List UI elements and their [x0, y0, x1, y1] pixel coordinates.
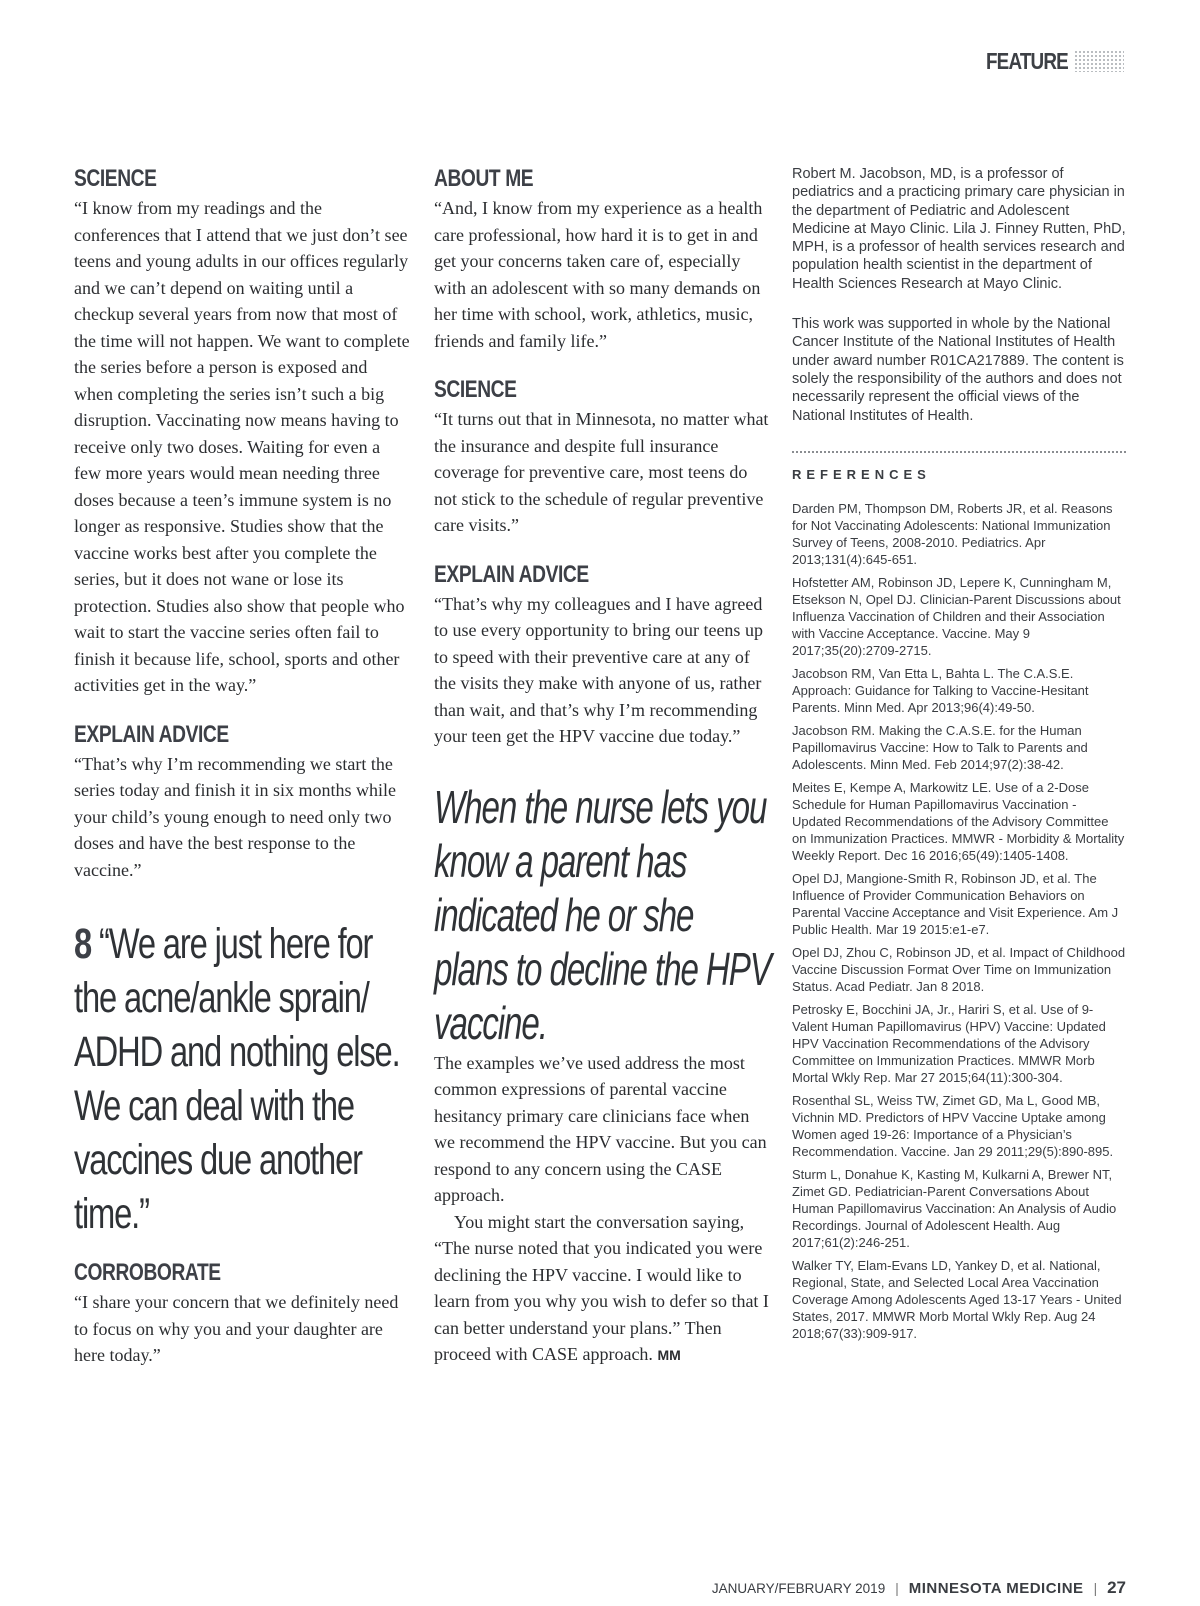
reference-item: Darden PM, Thompson DM, Roberts JR, et al. Reasons for Not Vaccinating Adolescents: National Immunization Survey of Teens, 2008-2010. Pediatrics. Apr 2013;131(4):645-651. — [792, 500, 1113, 567]
footer-separator: | — [895, 1580, 899, 1596]
paragraph-examples: The examples we’ve used address the most common expressions of parental vaccine hesitancy primary care clinicians face when we recommend the HPV vaccine. But you can respond to any concern using the CASE approach. — [434, 1052, 767, 1205]
heading-explain-advice: EXPLAIN ADVICE — [74, 720, 229, 748]
reference-item: Meites E, Kempe A, Markowitz LE. Use of a 2-Dose Schedule for Human Papillomavirus Vaccination - Updated Recommendations of the Advisory Committee on Immunization Practices. MMWR - Morbidity & Mortality Weekly Report. Dec 16 2016;65(49):1405-1408. — [792, 779, 1125, 863]
conversation-text: You might start the conversation saying, “The nurse noted that you indicated you were declining the HPV vaccine. I would like to learn from you why you wish to defer so that I can better understand your plans.” Then proceed with CASE approach. — [434, 1211, 769, 1364]
footer-separator-2: | — [1093, 1580, 1098, 1596]
heading-corroborate: CORROBORATE — [74, 1259, 221, 1286]
paragraph-conversation — [434, 1209, 770, 1369]
paragraph-explain-advice: “That’s why I’m recommending we start the series today and finish it in six months while your child’s young enough to need only two doses and have the best response to the vaccine.” — [74, 753, 396, 880]
reference-item: Petrosky E, Bocchini JA, Jr., Hariri S, et al. Use of 9-Valent Human Papillomavirus (HPV) Vaccine: Updated HPV Vaccination Recommendations of the Advisory Committee on Immunization Practices. MMWR Morb Mortal Wkly Rep. Mar 27 2015;64(11):300-304. — [792, 1001, 1106, 1085]
issue-date: JANUARY/FEBRUARY 2019 — [711, 1580, 886, 1596]
section-tag-label: FEATURE — [986, 47, 1068, 74]
reference-item: Opel DJ, Zhou C, Robinson JD, et al. Impact of Childhood Vaccine Discussion Format Over Time on Immunization Status. Acad Pediatr. Jan 8 2018. — [792, 944, 1126, 994]
reference-item: Rosenthal SL, Weiss TW, Zimet GD, Ma L, Good MB, Vichnin MD. Predictors of HPV Vaccine Uptake among Women aged 19-26: Importance of a Physician’s Recommendation. Vaccine. Jan 29 2011;29(5):890-895. — [792, 1092, 1114, 1159]
heading-science: SCIENCE — [74, 165, 157, 192]
page-number: 27 — [1107, 1578, 1126, 1597]
references-list — [792, 500, 1126, 1342]
section-tag — [968, 46, 1124, 76]
end-mark: MM — [657, 1347, 681, 1363]
reference-item: Hofstetter AM, Robinson JD, Lepere K, Cunningham M, Etsekson N, Opel DJ. Clinician-Parent Discussions about Influenza Vaccination of Children and their Association with Vaccine Acceptance. Vaccine. May 9 2017;35(20):2709-2715. — [792, 574, 1121, 658]
reference-item: Jacobson RM. Making the C.A.S.E. for the Human Papillomavirus Vaccine: How to Talk to Parents and Adolescents. Minn Med. Feb 2014;97(2):38-42. — [792, 722, 1088, 772]
paragraph-science-2: “It turns out that in Minnesota, no matter what the insurance and despite full insurance coverage for preventive care, most teens do not stick to the schedule of regular preventive care visits.” — [434, 409, 769, 535]
objection-text: “We are just here for the acne/ankle sprain/ ADHD and nothing else. We can deal with the vaccines due another time.” — [74, 920, 400, 1238]
reference-item: Opel DJ, Mangione-Smith R, Robinson JD, et al. The Influence of Provider Communication Behaviors on Parental Vaccine Acceptance and Visit Experience. Am J Public Health. Mar 19 2015:e1-e7. — [792, 870, 1119, 937]
objection-number: 8 — [74, 920, 92, 968]
column-3 — [792, 165, 1126, 1348]
author-bio: Robert M. Jacobson, MD, is a professor of pediatrics and a practicing primary care physician in the department of Pediatric and Adolescent Medicine at Mayo Clinic. Lila J. Finney Rutten, PhD, MPH, is a professor of health services research and population health scientist in the department of Health Sciences Research at Mayo Clinic. — [792, 166, 1126, 292]
reference-item: Jacobson RM, Van Etta L, Bahta L. The C.A.S.E. Approach: Guidance for Talking to Vaccine-Hesitant Parents. Minn Med. Apr 2013;96(4):49-50. — [792, 665, 1089, 715]
column-1 — [74, 163, 410, 1369]
magazine-name: MINNESOTA MEDICINE — [908, 1579, 1084, 1597]
page-footer — [712, 1578, 1126, 1598]
heading-explain-advice-2: EXPLAIN ADVICE — [434, 560, 589, 588]
column-2 — [434, 163, 770, 1369]
paragraph-corroborate: “I share your concern that we definitely need to focus on why you and your daughter are here today.” — [74, 1292, 399, 1365]
dotted-divider — [792, 451, 1126, 453]
pull-quote: When the nurse lets you know a parent has indicated he or she plans to decline the HPV vaccine. — [434, 780, 771, 1049]
heading-science-2: SCIENCE — [434, 376, 517, 403]
funding-statement: This work was supported in whole by the National Cancer Institute of the National Institutes of Health under award number R01CA217889. The content is solely the responsibility of the authors and does not necessarily represent the official views of the National Institutes of Health. — [792, 316, 1124, 424]
objection-quote-8 — [74, 917, 408, 1241]
references-heading: REFERENCES — [792, 466, 931, 482]
reference-item: Sturm L, Donahue K, Kasting M, Kulkarni A, Brewer NT, Zimet GD. Pediatrician-Parent Conversations About Human Papillomavirus Vaccination: An Analysis of Audio Recordings. Journal of Adolescent Health. Aug 2017;61(2):246-251. — [792, 1166, 1117, 1250]
heading-about-me: ABOUT ME — [434, 165, 534, 192]
dot-pattern-decoration — [1074, 50, 1124, 72]
paragraph-about-me: “And, I know from my experience as a health care professional, how hard it is to get in and get your concerns taken care of, especially with an adolescent with so many demands on her time with school, work, athletics, music, friends and family life.” — [434, 198, 763, 351]
paragraph-explain-advice-2: “That’s why my colleagues and I have agreed to use every opportunity to bring our teens up to speed with their preventive care at any of the visits they make with anyone of us, rather than wait, and that’s why I’m recommending your teen get the HPV vaccine due today.” — [434, 593, 763, 746]
reference-item: Walker TY, Elam-Evans LD, Yankey D, et al. National, Regional, State, and Selected Local Area Vaccination Coverage Among Adolescents Aged 13-17 Years - United States, 2017. MMWR Morb Mortal Wkly Rep. Aug 24 2018;67(33):909-917. — [792, 1257, 1122, 1341]
paragraph-science: “I know from my readings and the conferences that I attend that we just don’t see teens and young adults in our offices regularly and we can’t depend on waiting until a checkup several years from now that most of the time will not happen. We want to complete the series before a person is exposed and when completing the series isn’t such a big disruption. Vaccinating now means having to receive only two doses. Waiting for even a few more years would mean needing three doses because a teen’s immune system is no longer as responsive. Studies show that the vaccine works best after you complete the series, but it does not wane or lose its protection. Studies also show that people who wait to start the vaccine series often fail to finish it because life, school, sports and other activities get in the way.” — [74, 198, 410, 695]
